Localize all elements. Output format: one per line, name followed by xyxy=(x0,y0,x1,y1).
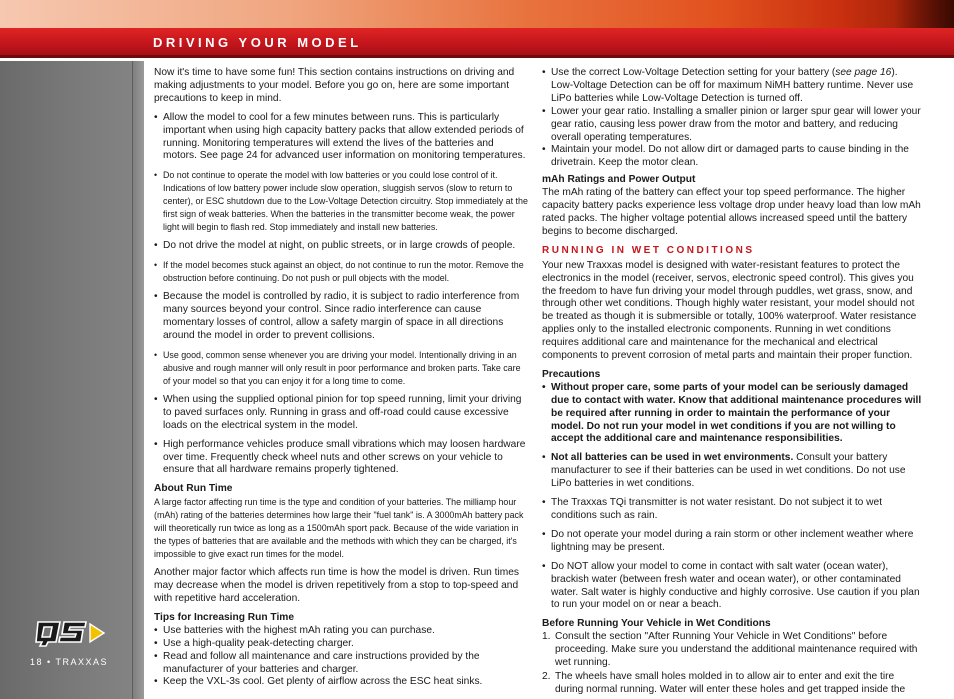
page-title: DRIVING YOUR MODEL xyxy=(153,35,362,50)
list-item: • Read and follow all maintenance and care instructions provided by the manufacturer of your batteries and charger. xyxy=(154,651,530,677)
tips-continued-list xyxy=(542,67,922,170)
precautions-heading: Precautions xyxy=(542,368,601,380)
about-run-time-text: A large factor affecting run time is the type and condition of your batteries. The milliamp hour (mAh) rating of the batteries determines how large their "fuel tank" is. A 3000mAh battery pack will theoretically run twice as long as a 1500mAh sport pack. Because of the wide variation in the types of batteries that are available and the methods with which they can be charged, it's impossible to give exact run times for the model. xyxy=(154,497,524,560)
precaution-list xyxy=(154,112,530,478)
about-run-time-heading: About Run Time xyxy=(154,483,233,495)
sidebar xyxy=(0,61,144,699)
list-item: • If the model becomes stuck against an object, do not continue to run the motor. Remove the obstruction before continuing. Do not push or pull objects with the model. xyxy=(154,259,530,285)
sidebar-edge xyxy=(132,61,144,699)
wet-conditions-text: Your new Traxxas model is designed with water-resistant features to protect the electronics in the model (receiver, servos, electronic speed control). This gives you the freedom to have fun driving your model through puddles, wet grass, snow, and through other wet conditions. Though highly water resistant, your model should not be treated as though it is submersible or totally, 100% waterproof. Water resistance applies only to the installed electronic components. Running in wet conditions requires additional care and maintenance for the mechanical and electrical components to prevent corrosion of metal parts and maintain their proper function. xyxy=(542,259,917,362)
list-item: • High performance vehicles produce small vibrations which may loosen hardware over time. Frequently check wheel nuts and other screws on your vehicle to ensure that all hardware remains properly tightened. xyxy=(154,439,530,478)
list-item: • Do not drive the model at night, on public streets, or in large crowds of people. xyxy=(154,240,530,253)
tips-list xyxy=(154,625,530,690)
list-item: 2. The wheels have small holes molded in to allow air to enter and exit the tire during normal running. Water will enter these holes and get trapped inside the xyxy=(542,670,906,695)
list-item: • Not all batteries can be used in wet environments. Consult your battery manufacturer to see if their batteries can be used in wet conditions. Do not use LiPo batteries in wet conditions. xyxy=(542,452,922,491)
mah-heading: mAh Ratings and Power Output xyxy=(542,174,696,186)
list-item: 1. Consult the section "After Running Your Vehicle in Wet Conditions" before proceeding. Make sure you understand the additional maintenance required with wet running. xyxy=(542,631,918,669)
list-item: • Maintain your model. Do not allow dirt or damaged parts to cause binding in the drivetrain. Keep the motor clean. xyxy=(542,144,922,170)
list-item: • Use a high-quality peak-detecting charger. xyxy=(154,638,530,651)
top-gradient-band xyxy=(0,0,954,28)
list-item: • Because the model is controlled by radio, it is subject to radio interference from many sources beyond your control. Since radio interference can cause momentary losses of control, allow a safety margin of space in all directions around the model in order to prevent collisions. xyxy=(154,291,530,343)
about-run-time-text-2: Another major factor which affects run time is how the model is driven. Run times may decrease when the model is driven repetitively from a stop to top-speed and with repetitive hard acceleration. xyxy=(154,567,520,605)
list-item: • Do not continue to operate the model with low batteries or you could lose control of it. Indications of low battery power include slow operation, sluggish servos (slow to return to center), or ESC shutdown due to the Low-Voltage Detection circuitry. Stop immediately at the first sign of weak batteries. When the batteries in the transmitter become weak, the power light will begin to flash red. Stop immediately and install new batteries. xyxy=(154,169,530,234)
wet-conditions-section-title: RUNNING IN WET CONDITIONS xyxy=(542,244,755,256)
list-item: • Use good, common sense whenever you are driving your model. Intentionally driving in an abusive and rough manner will only result in poor performance and broken parts. Take care of your model so that you can enjoy it for a long time to come. xyxy=(154,349,530,388)
page-number-label: 18 • TRAXXAS xyxy=(30,657,109,667)
list-item: • Allow the model to cool for a few minutes between runs. This is particularly important when using high capacity battery packs that allow extended periods of running. Monitoring temperatures will extend the lives of the batteries and motors. See page 24 for advanced user information on monitoring temperatures. xyxy=(154,112,530,164)
list-item: • The Traxxas TQi transmitter is not water resistant. Do not subject it to wet conditions such as rain. xyxy=(542,497,922,523)
list-item: • Keep the VXL-3s cool. Get plenty of airflow across the ESC heat sinks. xyxy=(154,676,530,689)
wet-precautions-list xyxy=(542,382,922,613)
right-column xyxy=(542,67,922,698)
list-item: • Without proper care, some parts of your model can be seriously damaged due to contact with water. Know that additional maintenance procedures will be required after running in order to maintain the performance of your model. Do not run your model in wet conditions if you are not willing to accept the additional care and maintenance responsibilities. xyxy=(542,382,922,447)
tips-heading: Tips for Increasing Run Time xyxy=(154,611,295,623)
qs-logo-icon xyxy=(30,616,112,648)
list-item: • When using the supplied optional pinion for top speed running, limit your driving to paved surfaces only. Running in grass and off-road could cause excessive loads on the electrical system in the model. xyxy=(154,394,530,433)
list-item: • Lower your gear ratio. Installing a smaller pinion or larger spur gear will lower your gear ratio, causing less power draw from the motor and battery, and reducing overall operating temperatures. xyxy=(542,106,922,145)
list-item: • Do NOT allow your model to come in contact with salt water (ocean water), brackish water (between fresh water and ocean water), or other contaminated water. Salt water is highly conductive and highly corrosive. Use caution if you plan to run your model on or near a beach. xyxy=(542,561,922,613)
mah-text: The mAh rating of the battery can effect your top speed performance. The higher capacity battery packs experience less voltage drop under heavy load than low mAh rated packs. The higher voltage potential allows increased speed until the battery begins to become discharged. xyxy=(542,187,921,237)
list-item: • Use batteries with the highest mAh rating you can purchase. xyxy=(154,625,530,638)
before-running-heading: Before Running Your Vehicle in Wet Conditions xyxy=(542,618,771,630)
list-item: • Use the correct Low-Voltage Detection setting for your battery (see page 16). Low-Voltage Detection can be off for maximum NiMH battery runtime. Never use LiPo batteries while Low-Voltage Detection is turned off. xyxy=(542,67,922,106)
before-running-steps xyxy=(542,631,922,697)
list-item: • Do not operate your model during a rain storm or other inclement weather where lightning may be present. xyxy=(542,529,922,555)
section-header-bar xyxy=(0,28,954,58)
left-column xyxy=(154,67,530,689)
intro-paragraph: Now it's time to have some fun! This section contains instructions on driving and making adjustments to your model. Before you go on, here are some important precautions to keep in mind. xyxy=(154,67,515,104)
